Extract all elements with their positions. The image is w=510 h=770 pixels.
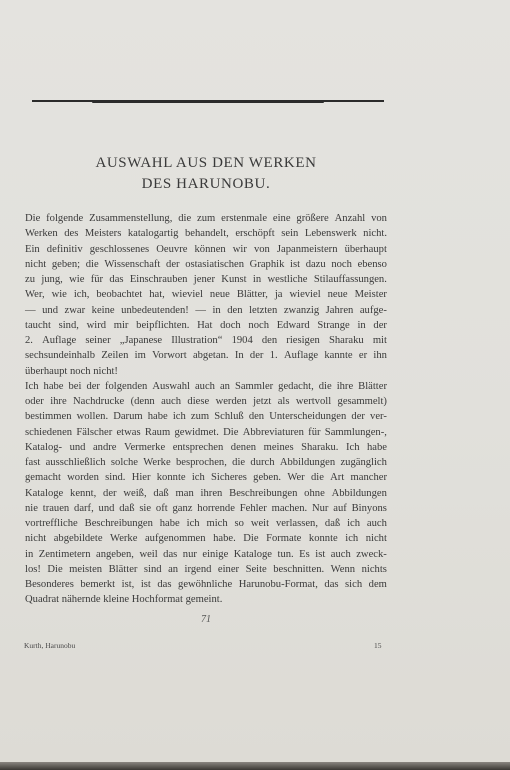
page-number: 71	[201, 614, 211, 625]
body-line: vortreffliche Beschreibungen habe ich mich so weit verlassen, daß ich auch	[25, 518, 387, 529]
body-line: gemacht worden sind. Hier konnte ich Sicheres geben. Wer die Art mancher	[25, 472, 387, 484]
body-line: taucht sind, wird mir beipflichten. Hat doch noch Edward Strange in der	[25, 319, 387, 331]
body-line: sechsundeinhalb Zeilen im Vorwort abgetan. In der 1. Auflage kannte er ihn	[25, 350, 387, 362]
body-line: nicht geben; die Wissenschaft der ostasiatischen Graphik ist dazu noch ebenso	[25, 258, 387, 270]
header-rule	[32, 100, 384, 102]
body-line: oder ihre Nachdrucke (denn auch diese werden jetzt als wertvoll gesammelt)	[25, 396, 387, 407]
body-line: Katalog- und andre Vermerke entsprechen denen meines Sharaku. Ich habe	[25, 441, 387, 453]
body-line: zu jung, wie für das Einschrauben jener Kunst in westliche Stilauffassungen.	[25, 274, 387, 285]
body-line: Besonderes bemerkt ist, ist das gewöhnliche Harunobu-Format, das sich dem	[25, 579, 387, 590]
chapter-heading	[26, 153, 386, 195]
body-line: Werken des Meisters katalogartig behandelt, erschöpft sein Lebenswerk nicht.	[25, 228, 387, 240]
page-bottom-edge	[0, 762, 510, 770]
body-line: nie trauen darf, und daß sie oft ganz horrende Fehler machen. Nur auf Binyons	[25, 502, 387, 514]
body-line: fast ausschließlich solche Werke besprochen, die durch Abbildungen zugänglich	[25, 457, 387, 468]
body-line: los! Die meisten Blätter sind an irgend einer Seite beschnitten. Wenn nichts	[25, 563, 387, 575]
body-line: schiedenen Fälscher etwas Raum gewidmet. Die Abbreviaturen für Sammlungen-,	[25, 426, 387, 438]
footer-signature: Kurth, Harunobu	[24, 641, 76, 650]
body-line: Kataloge kennt, der weiß, daß man ihren Beschreibungen ohne Abbildungen	[25, 487, 387, 499]
body-line: — und zwar keine unbedeutenden! — in den letzten zwanzig Jahren aufge-	[25, 304, 387, 316]
body-line: überhaupt noch nicht!	[25, 365, 118, 377]
body-line: Quadrat nähernde kleine Hochformat gemeint.	[25, 594, 223, 606]
body-line: 2. Auflage seiner „Japanese Illustration“ 1904 den riesigen Sharaku mit	[25, 335, 387, 346]
body-line: nicht abgebildete Werke aufgenommen habe. Die Formate konnte ich nicht	[25, 533, 387, 545]
body-line: Ein definitiv geschlossenes Oeuvre können wir von Japanmeistern überhaupt	[25, 243, 387, 255]
body-line: bestimmen wollen. Darum habe ich zum Schluß den Unterscheidungen der ver-	[25, 411, 387, 423]
chapter-heading-line-2: DES HARUNOBU.	[141, 176, 271, 192]
footer-sheet-number: 15	[374, 641, 382, 650]
body-line: in Zentimetern angeben, weil das nur einige Kataloge tun. Es ist auch zweck-	[25, 548, 387, 560]
chapter-heading-line-1: AUSWAHL AUS DEN WERKEN	[95, 155, 317, 171]
body-text	[25, 211, 387, 608]
body-line: Die folgende Zusammenstellung, die zum erstenmale eine größere Anzahl von	[25, 213, 387, 224]
body-line: Ich habe bei der folgenden Auswahl auch an Sammler gedacht, die ihre Blätter	[25, 380, 387, 392]
body-line: Wer, wie ich, beobachtet hat, wieviel neue Blätter, ja wieviel neue Meister	[25, 289, 387, 301]
